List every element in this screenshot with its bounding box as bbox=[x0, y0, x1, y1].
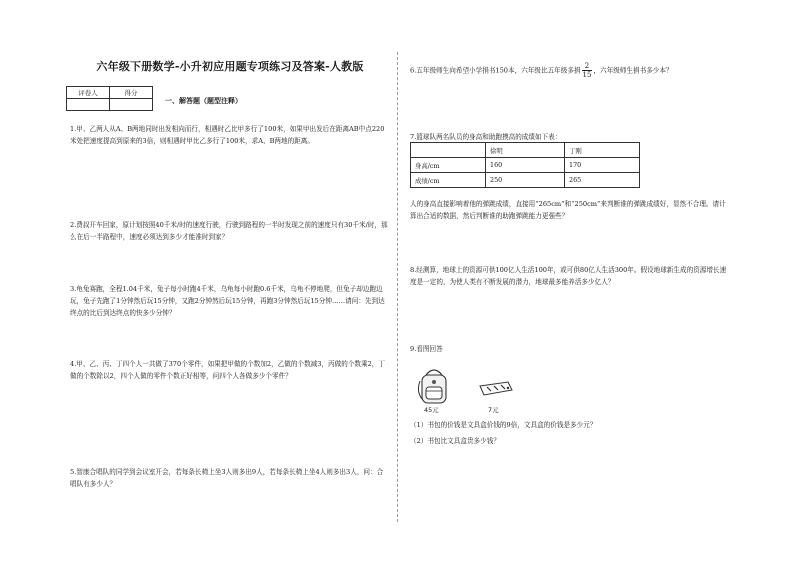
question-2 bbox=[70, 219, 388, 243]
column-divider bbox=[397, 52, 398, 522]
question-7-body-text: 人的身高直接影响着他的弹跳成绩，直接用“265cm”和“250cm”来判断谁的弹跳成绩好，显然不合理。请计算出合适的数据，然后判断谁的助跑弹跳能力更强些？ bbox=[410, 200, 726, 220]
question-9-intro-text: 9.看图回答 bbox=[410, 345, 443, 353]
question-7-intro-text: 7.篮球队两名队员的身高和助跑摸高的成绩如下表： bbox=[410, 133, 562, 141]
table-row bbox=[411, 173, 640, 188]
table-cell bbox=[411, 143, 486, 158]
score-table-grader-cell bbox=[67, 99, 110, 111]
question-4 bbox=[70, 358, 388, 382]
question-8 bbox=[410, 264, 728, 288]
section-heading: 一、解答题（题型注释） bbox=[165, 96, 242, 105]
question-9-sub2 bbox=[410, 435, 728, 447]
score-table-header-row bbox=[67, 87, 153, 99]
fraction-numerator: 2 bbox=[582, 62, 593, 71]
table-cell: 身高/cm bbox=[411, 158, 486, 173]
question-6-part1: 6.五年级师生向希望小学捐书150本，六年级比五年级多捐 bbox=[410, 66, 581, 75]
question-6 bbox=[410, 62, 728, 79]
question-4-text: 4.甲、乙、丙、丁四个人一共做了370个零件，如果把甲做的个数加2，乙做的个数减3，丙做的个数乘2，丁做的个数除以2，四个人做的零件个数正好相等，问四个人各做多少个零件？ bbox=[70, 360, 385, 380]
table-header-dinggang: 丁刚 bbox=[565, 143, 640, 158]
question-8-text: 8.经测算，地球上的资源可供100亿人生活100年，或可供80亿人生活300年。假设地球新生成的资源增长速度是一定的，为使人类有不断发展的潜力，地球最多能养活多少亿人？ bbox=[410, 266, 727, 286]
question-9-intro bbox=[410, 343, 728, 355]
score-table-score-cell bbox=[110, 99, 153, 111]
page-title: 六年级下册数学-小升初应用题专项练习及答案-人教版 bbox=[96, 60, 364, 73]
fraction-denominator: 15 bbox=[582, 71, 592, 79]
table-cell: 成绩/cm bbox=[411, 173, 486, 188]
question-1 bbox=[70, 123, 388, 147]
table-row bbox=[411, 158, 640, 173]
table-header-xuming: 徐明 bbox=[486, 143, 565, 158]
question-6-text bbox=[410, 62, 728, 79]
pencil-box-icon bbox=[478, 380, 514, 398]
score-table bbox=[66, 86, 153, 111]
question-7-table bbox=[410, 142, 640, 188]
table-cell: 160 bbox=[486, 158, 565, 173]
question-9-sub2-text: （2）书包比文具盒贵多少钱？ bbox=[410, 437, 500, 445]
score-table-empty-row bbox=[67, 99, 153, 111]
question-5-text: 5.智康合唱队的同学到会议室开会，若每条长椅上坐3人则多出9人，若每条长椅上坐4人则多出3人，问：合唱队有多少人？ bbox=[70, 468, 384, 488]
table-row bbox=[411, 143, 640, 158]
score-table-grader-label: 评卷人 bbox=[67, 87, 110, 99]
schoolbag-icon bbox=[414, 365, 454, 407]
question-2-text: 2.费叔开车回家，原计划按照40千米/时的速度行驶，行驶到路程的一半时发现之前的速度只有30千米/时，那么在后一半路程中，速度必须达到多少才能准时到家？ bbox=[70, 221, 388, 241]
question-6-part2: ，六年级师生捐书多少本？ bbox=[593, 66, 673, 75]
score-table-score-label: 得分 bbox=[110, 87, 153, 99]
table-cell: 265 bbox=[565, 173, 640, 188]
question-7-body bbox=[410, 198, 728, 222]
question-9-sub1-text: （1）书包的价钱是文具盒价钱的9倍，文具盒的价钱是多少元？ bbox=[410, 421, 597, 429]
table-cell: 250 bbox=[486, 173, 565, 188]
table-cell: 170 bbox=[565, 158, 640, 173]
question-3 bbox=[70, 283, 388, 319]
question-1-text: 1.甲、乙两人从A、B两地同时出发相向而行，相遇时乙比甲多行了100米，如果甲出发后在距离AB中点220米处把速度提高到原来的3倍，则相遇时甲比乙多行了100米，求A、B两地的距离。 bbox=[70, 125, 385, 145]
schoolbag-price: 45元 bbox=[424, 406, 439, 414]
question-3-text: 3.龟兔赛跑，全程1.04千米，兔子每小时跑4千米，乌龟每小时跑0.6千米，乌龟不停地爬，但兔子却边跑边玩，兔子先跑了1分钟然后玩15分钟，又跑2分钟然后玩15分钟，再跑3分钟然后玩15分钟……请问：先到达终点的比后到达终点的快多少分钟？ bbox=[70, 285, 385, 317]
question-6-fraction bbox=[582, 62, 593, 79]
question-5 bbox=[70, 466, 388, 490]
question-9-sub1 bbox=[410, 419, 728, 431]
pencil-box-price: 7元 bbox=[488, 406, 499, 414]
